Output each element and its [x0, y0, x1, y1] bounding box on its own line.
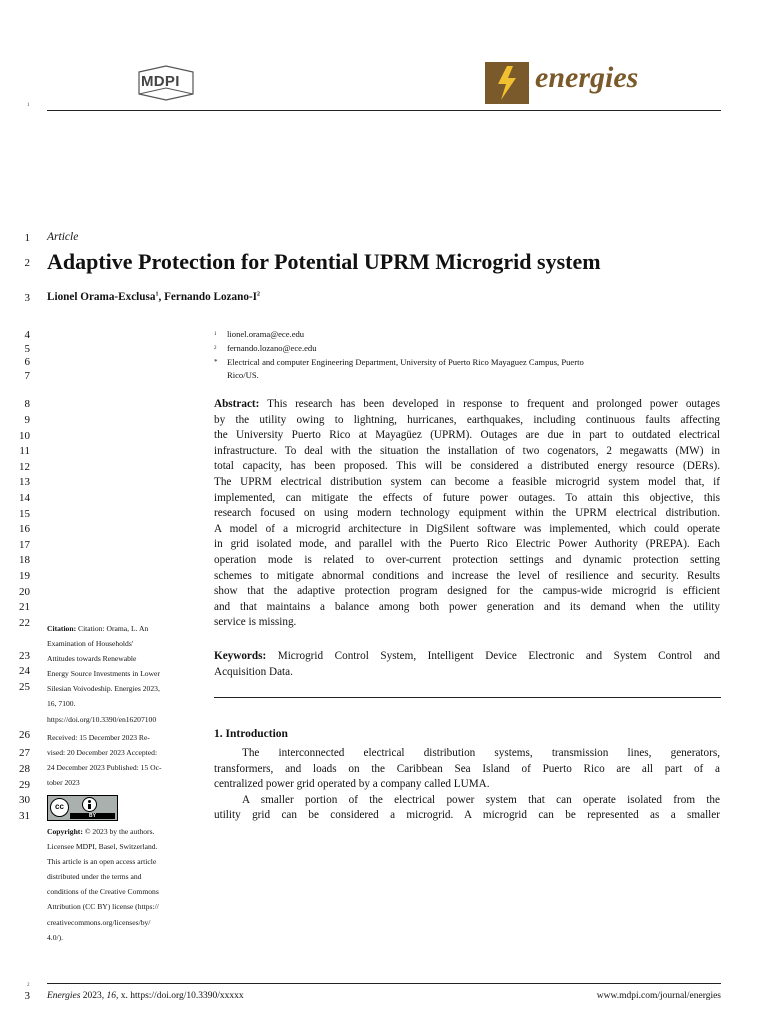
energies-logo-box	[485, 62, 529, 104]
page-title: Adaptive Protection for Potential UPRM Microgrid system	[47, 249, 601, 274]
author-sup: 1	[155, 291, 159, 298]
citation-line: Silesian Voivodeship. Energies 2023,	[47, 684, 160, 694]
abstract-line: infrastructure. To deal with the situation the installation of two cogenators, 2 megawatts (MW) in	[214, 444, 720, 457]
footer-url[interactable]: www.mdpi.com/journal/energies	[596, 991, 721, 1001]
citation-line: Examination of Households'	[47, 639, 134, 649]
line-number: 29	[19, 779, 30, 791]
abstract	[214, 397, 720, 631]
dates-line: 24 December 2023 Published: 15 Oc-	[47, 763, 162, 773]
line-number: 19	[19, 570, 30, 582]
copyright-line: distributed under the terms and	[47, 872, 142, 882]
line-number: 26	[19, 729, 30, 741]
article-type: Article	[47, 231, 79, 243]
line-number: 11	[19, 445, 30, 457]
attribution-icon	[82, 797, 97, 812]
citation-doi-link[interactable]: https://doi.org/10.3390/en16207100	[47, 714, 157, 724]
line-number: 21	[19, 601, 30, 613]
line-number: 25	[19, 681, 30, 693]
abstract-line: A model of a microgrid architecture in DigSilent software was implemented, which could operate	[214, 522, 720, 535]
abstract-line: service is missing.	[214, 616, 297, 629]
affiliation-item: 1 lionel.orama@ece.edu	[214, 329, 305, 339]
copyright-label: Copyright:	[47, 827, 83, 836]
line-number: 14	[19, 492, 30, 504]
affiliations	[214, 328, 720, 383]
intro-line: centralized power grid operated by a company called LUMA.	[214, 778, 490, 791]
abstract-line: implemented, can mitigate the effects of future power outages. To attain this objective, this	[214, 491, 720, 504]
dates-block	[47, 730, 199, 790]
line-number: 6	[24, 356, 30, 368]
line-number: 20	[19, 586, 30, 598]
introduction-text	[214, 746, 720, 824]
intro-line: A smaller portion of the electrical power system that can operate isolated from the	[242, 793, 720, 806]
abstract-line: by the utility owing to lightning, hurricanes, earthquakes, including continuous faults affecting	[214, 413, 720, 426]
line-number: 15	[19, 508, 30, 520]
citation-line: Attitudes towards Renewable	[47, 654, 137, 664]
affiliation-item: 2 fernando.lozano@ece.edu	[214, 342, 317, 353]
author-sup: 2	[257, 291, 260, 298]
footer-volume: 16	[106, 991, 117, 1001]
citation-line: Citation: Citation: Orama, L. An	[47, 624, 149, 633]
journal-logo-text: energies	[535, 61, 639, 94]
abstract-line: schemes to mitigate abnormal conditions and increase the level of resilience and security. Results	[214, 569, 720, 582]
copyright-line: 4.0/).	[47, 932, 64, 942]
corner-mark-bottom: 2	[27, 983, 30, 988]
line-number: 9	[24, 414, 30, 426]
line-number: 18	[19, 554, 30, 566]
keywords-line: Keywords: Microgrid Control System, Intelligent Device Electronic and System Control and	[214, 650, 720, 662]
citation-block	[47, 621, 199, 727]
author-list	[47, 291, 260, 303]
mdpi-logo	[137, 64, 195, 102]
dates-line: Received: 15 December 2023 Re-	[47, 733, 150, 742]
cc-by-badge[interactable]	[47, 795, 118, 821]
dates-line: tober 2023	[47, 778, 80, 788]
line-number: 7	[24, 370, 30, 382]
line-number: 13	[19, 476, 30, 488]
line-number: 23	[19, 650, 30, 662]
line-number: 28	[19, 763, 30, 775]
keywords-rule	[214, 697, 721, 698]
line-number: 17	[19, 539, 30, 551]
keywords-label: Keywords:	[214, 650, 267, 662]
footer-citation: Energies 2023, 16, x. https://doi.org/10.3390/xxxxx	[47, 991, 244, 1001]
line-number: 22	[19, 617, 30, 629]
line-number: 31	[19, 810, 30, 822]
corner-mark-top: 1	[27, 103, 30, 108]
line-number: 1	[24, 232, 30, 244]
line-number: 8	[24, 398, 30, 410]
license-link[interactable]: creativecommons.org/licenses/by/	[47, 917, 151, 927]
abstract-line: show that the adaptive protection program designed for the campus-wide microgrid is efficient	[214, 585, 720, 598]
keywords	[214, 649, 720, 680]
abstract-line: total capacity, has been proposed. This will be considered a distributed energy resource (DERs).	[214, 460, 720, 473]
citation-line: 16, 7100.	[47, 699, 76, 709]
intro-line: utility grid can be considered a microgrid. A microgrid can be represented as a smaller	[214, 809, 720, 822]
abstract-line: operation mode is related to over-current protection settings and dynamic protection setting	[214, 553, 720, 566]
intro-line: transformers, and loads on the Caribbean Sea Island of Puerto Rico are all part of a	[214, 762, 720, 775]
abstract-line: research focused on using modern technology equipment within the UPRM electrical distribution.	[214, 507, 720, 520]
citation-label: Citation:	[47, 624, 77, 633]
footer-journal: Energies	[47, 991, 81, 1001]
citation-line: Energy Source Investments in Lower	[47, 669, 160, 679]
line-number: 4	[24, 329, 30, 341]
cc-icon: cc	[50, 798, 69, 817]
copyright-line: Attribution (CC BY) license (https://	[47, 902, 159, 912]
header-rule	[47, 110, 721, 111]
section-heading: 1. Introduction	[214, 728, 288, 740]
line-number: 30	[19, 794, 30, 806]
affiliation-item: * Electrical and computer Engineering Department, University of Puerto Rico Mayaguez Campus, Puerto	[214, 356, 584, 367]
line-number: 5	[24, 343, 30, 355]
copyright-block	[47, 824, 199, 945]
abstract-line: the University Puerto Rico at Mayagüez (UPRM). Outages are due in part to outdated electrical	[214, 429, 720, 442]
dates-line: vised: 20 December 2023 Accepted:	[47, 748, 158, 758]
abstract-label: Abstract:	[214, 398, 260, 410]
by-label: BY	[70, 813, 115, 819]
affiliation-item: Rico/US.	[227, 370, 259, 381]
author-name: , Fernando Lozano-I	[158, 291, 257, 303]
line-number: 12	[19, 461, 30, 473]
line-number: 16	[19, 523, 30, 535]
line-number: 27	[19, 747, 30, 759]
line-number: 24	[19, 665, 30, 677]
copyright-line: Licensee MDPI, Basel, Switzerland.	[47, 842, 158, 852]
line-number: 3	[24, 990, 30, 1002]
abstract-line: Abstract: This research has been developed in response to frequent and prolonged power outages	[214, 398, 720, 410]
abstract-line: in grid isolated mode, and parallel with the Puerto Rico Electric Power Authority (PREPA). Each	[214, 538, 720, 551]
mdpi-logo-text: MDPI	[141, 73, 180, 90]
line-number: 10	[19, 430, 30, 442]
intro-line: The interconnected electrical distribution systems, transmission lines, generators,	[242, 747, 720, 759]
abstract-line: The UPRM electrical distribution system can become a feasible microgrid system model that, if	[214, 475, 720, 488]
abstract-line: and that maintains a balance among both power generation and its demand when the utility	[214, 600, 720, 613]
copyright-line: conditions of the Creative Commons	[47, 887, 159, 897]
keywords-line: Acquisition Data.	[214, 665, 293, 678]
line-number: 3	[24, 292, 30, 304]
line-number: 2	[24, 257, 30, 269]
footer-rule	[47, 983, 721, 984]
lightning-bolt-icon	[485, 62, 529, 104]
author-name: Lionel Orama-Exclusa	[47, 291, 156, 303]
copyright-line: This article is an open access article	[47, 857, 157, 867]
copyright-line: Copyright: © 2023 by the authors.	[47, 827, 155, 836]
